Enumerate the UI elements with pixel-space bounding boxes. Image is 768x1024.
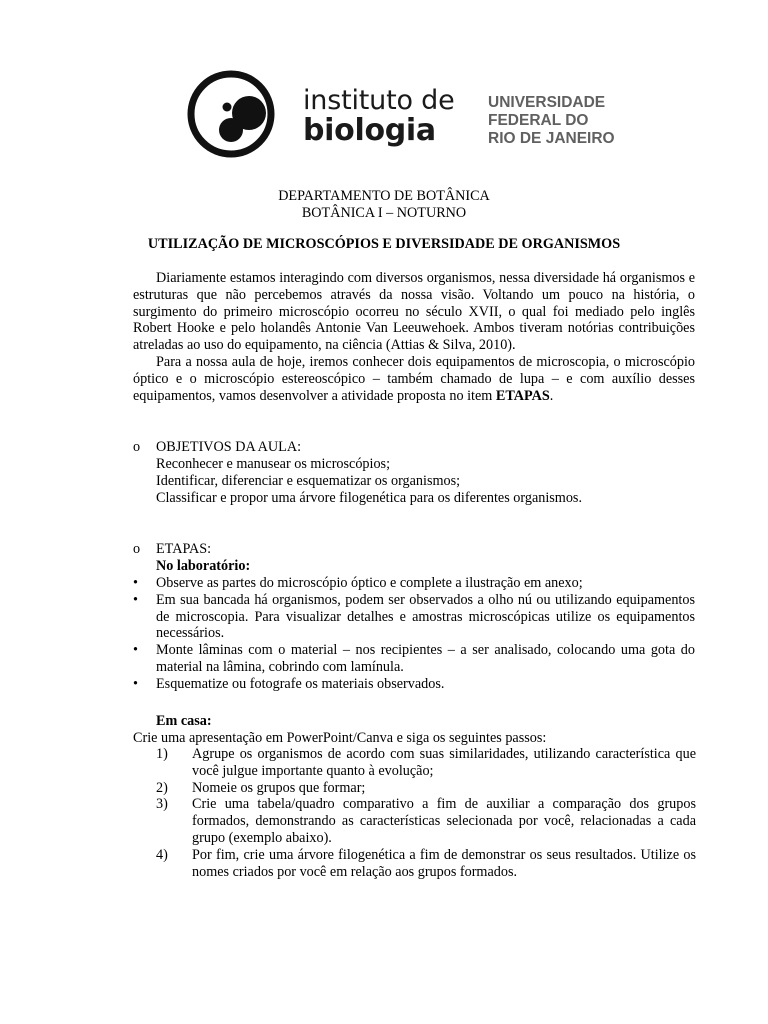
university-line: FEDERAL DO	[488, 112, 589, 129]
bullet-icon: •	[133, 642, 138, 659]
intro-paragraph: Diariamente estamos interagindo com diversos organismos, nessa diversidade há organismos e estruturas que não percebemos através da nossa visão. Voltando um pouco na história, o surgimento do primeiro microscópio ocorreu no século XVII, o qual foi mediado pelo inglês Robert Hooke e pelo holandês Antonie Van Leeuwehoek. Ambos tiveram notórias contribuições atreladas ao uso do equipamento, na ciência (Attias & Silva, 2010).	[133, 270, 695, 354]
home-intro: Crie uma apresentação em PowerPoint/Canva e siga os seguintes passos:	[133, 730, 547, 746]
step-number: 2)	[156, 779, 168, 796]
lab-step-text: Em sua bancada há organismos, podem ser observados a olho nú ou utilizando equipamentos de microscopia. Para visualizar detalhes e amostras microscópicas utilize os equipamentos necessários.	[156, 591, 695, 642]
lesson-paragraph	[133, 354, 695, 404]
numbered-item	[156, 796, 696, 846]
steps-title: ETAPAS:	[156, 541, 212, 557]
lab-step-text: Esquematize ou fotografe os materiais observados.	[156, 675, 445, 692]
numbered-item	[156, 780, 696, 797]
objective-item: Classificar e propor uma árvore filogenética para os diferentes organismos.	[156, 489, 582, 506]
institute-logo-icon	[185, 68, 277, 160]
step-text: Agrupe os organismos de acordo com suas similaridades, utilizando característica que você julgue importante quanto à evolução;	[192, 746, 696, 779]
list-item	[133, 575, 695, 592]
course-name: BOTÂNICA I – NOTURNO	[301, 204, 467, 221]
etapas-reference: ETAPAS	[495, 387, 550, 404]
document-title: UTILIZAÇÃO DE MICROSCÓPIOS E DIVERSIDADE DE ORGANISMOS	[147, 236, 621, 252]
lab-subheading: No laboratório:	[156, 558, 251, 574]
bullet-icon: •	[133, 675, 138, 692]
step-number: 1)	[156, 746, 168, 762]
lab-step-text: Observe as partes do microscópio óptico e complete a ilustração em anexo;	[156, 575, 583, 591]
university-line: RIO DE JANEIRO	[488, 130, 615, 147]
lesson-paragraph-end: .	[549, 387, 554, 404]
logo-text-biologia: biologia	[303, 113, 436, 148]
step-text: Nomeie os grupos que formar;	[192, 779, 366, 796]
objectives-title: OBJETIVOS DA AULA:	[156, 439, 302, 455]
objectives-list	[156, 456, 696, 506]
objectives-heading	[133, 439, 695, 456]
bullet-icon: •	[133, 575, 138, 591]
numbered-item	[156, 746, 696, 780]
step-text: Por fim, crie uma árvore filogenética a fim de demonstrar os seus resultados. Utilize os nomes criados por você em relação aos grupos formados.	[192, 846, 696, 880]
objective-item: Identificar, diferenciar e esquematizar os organismos;	[156, 472, 461, 489]
home-subheading: Em casa:	[156, 713, 212, 729]
list-marker: o	[133, 439, 141, 455]
department-name: DEPARTAMENTO DE BOTÂNICA	[278, 188, 490, 204]
lesson-paragraph-text: Para a nossa aula de hoje, iremos conhecer dois equipamentos de microscopia, o microscópio óptico e o microscópio estereoscópico – também chamado de lupa – e com auxílio desses equipamentos, vamos desenvolver a atividade proposta no item	[133, 354, 695, 404]
step-text: Crie uma tabela/quadro comparativo a fim de auxiliar a comparação dos grupos formados, demonstrando as características selecionada por você, relacionadas a cada grupo (exemplo abaixo).	[192, 796, 696, 846]
steps-heading	[133, 541, 695, 558]
university-line: UNIVERSIDADE	[488, 94, 606, 111]
numbered-item	[156, 847, 696, 881]
university-name	[488, 94, 615, 148]
home-steps-list	[156, 746, 696, 880]
list-item	[133, 592, 695, 642]
list-marker: o	[133, 541, 141, 557]
step-number: 3)	[156, 796, 168, 813]
list-item	[133, 676, 695, 693]
step-number: 4)	[156, 846, 168, 863]
bullet-icon: •	[133, 591, 138, 608]
logo-text-instituto: instituto de	[303, 85, 455, 116]
lab-steps-list	[133, 575, 695, 693]
department-heading	[0, 188, 768, 222]
lab-step-text: Monte lâminas com o material – nos recipientes – a ser analisado, colocando uma gota do material na lâmina, cobrindo com lamínula.	[156, 642, 695, 675]
objective-item: Reconhecer e manusear os microscópios;	[156, 456, 391, 472]
list-item	[133, 642, 695, 676]
